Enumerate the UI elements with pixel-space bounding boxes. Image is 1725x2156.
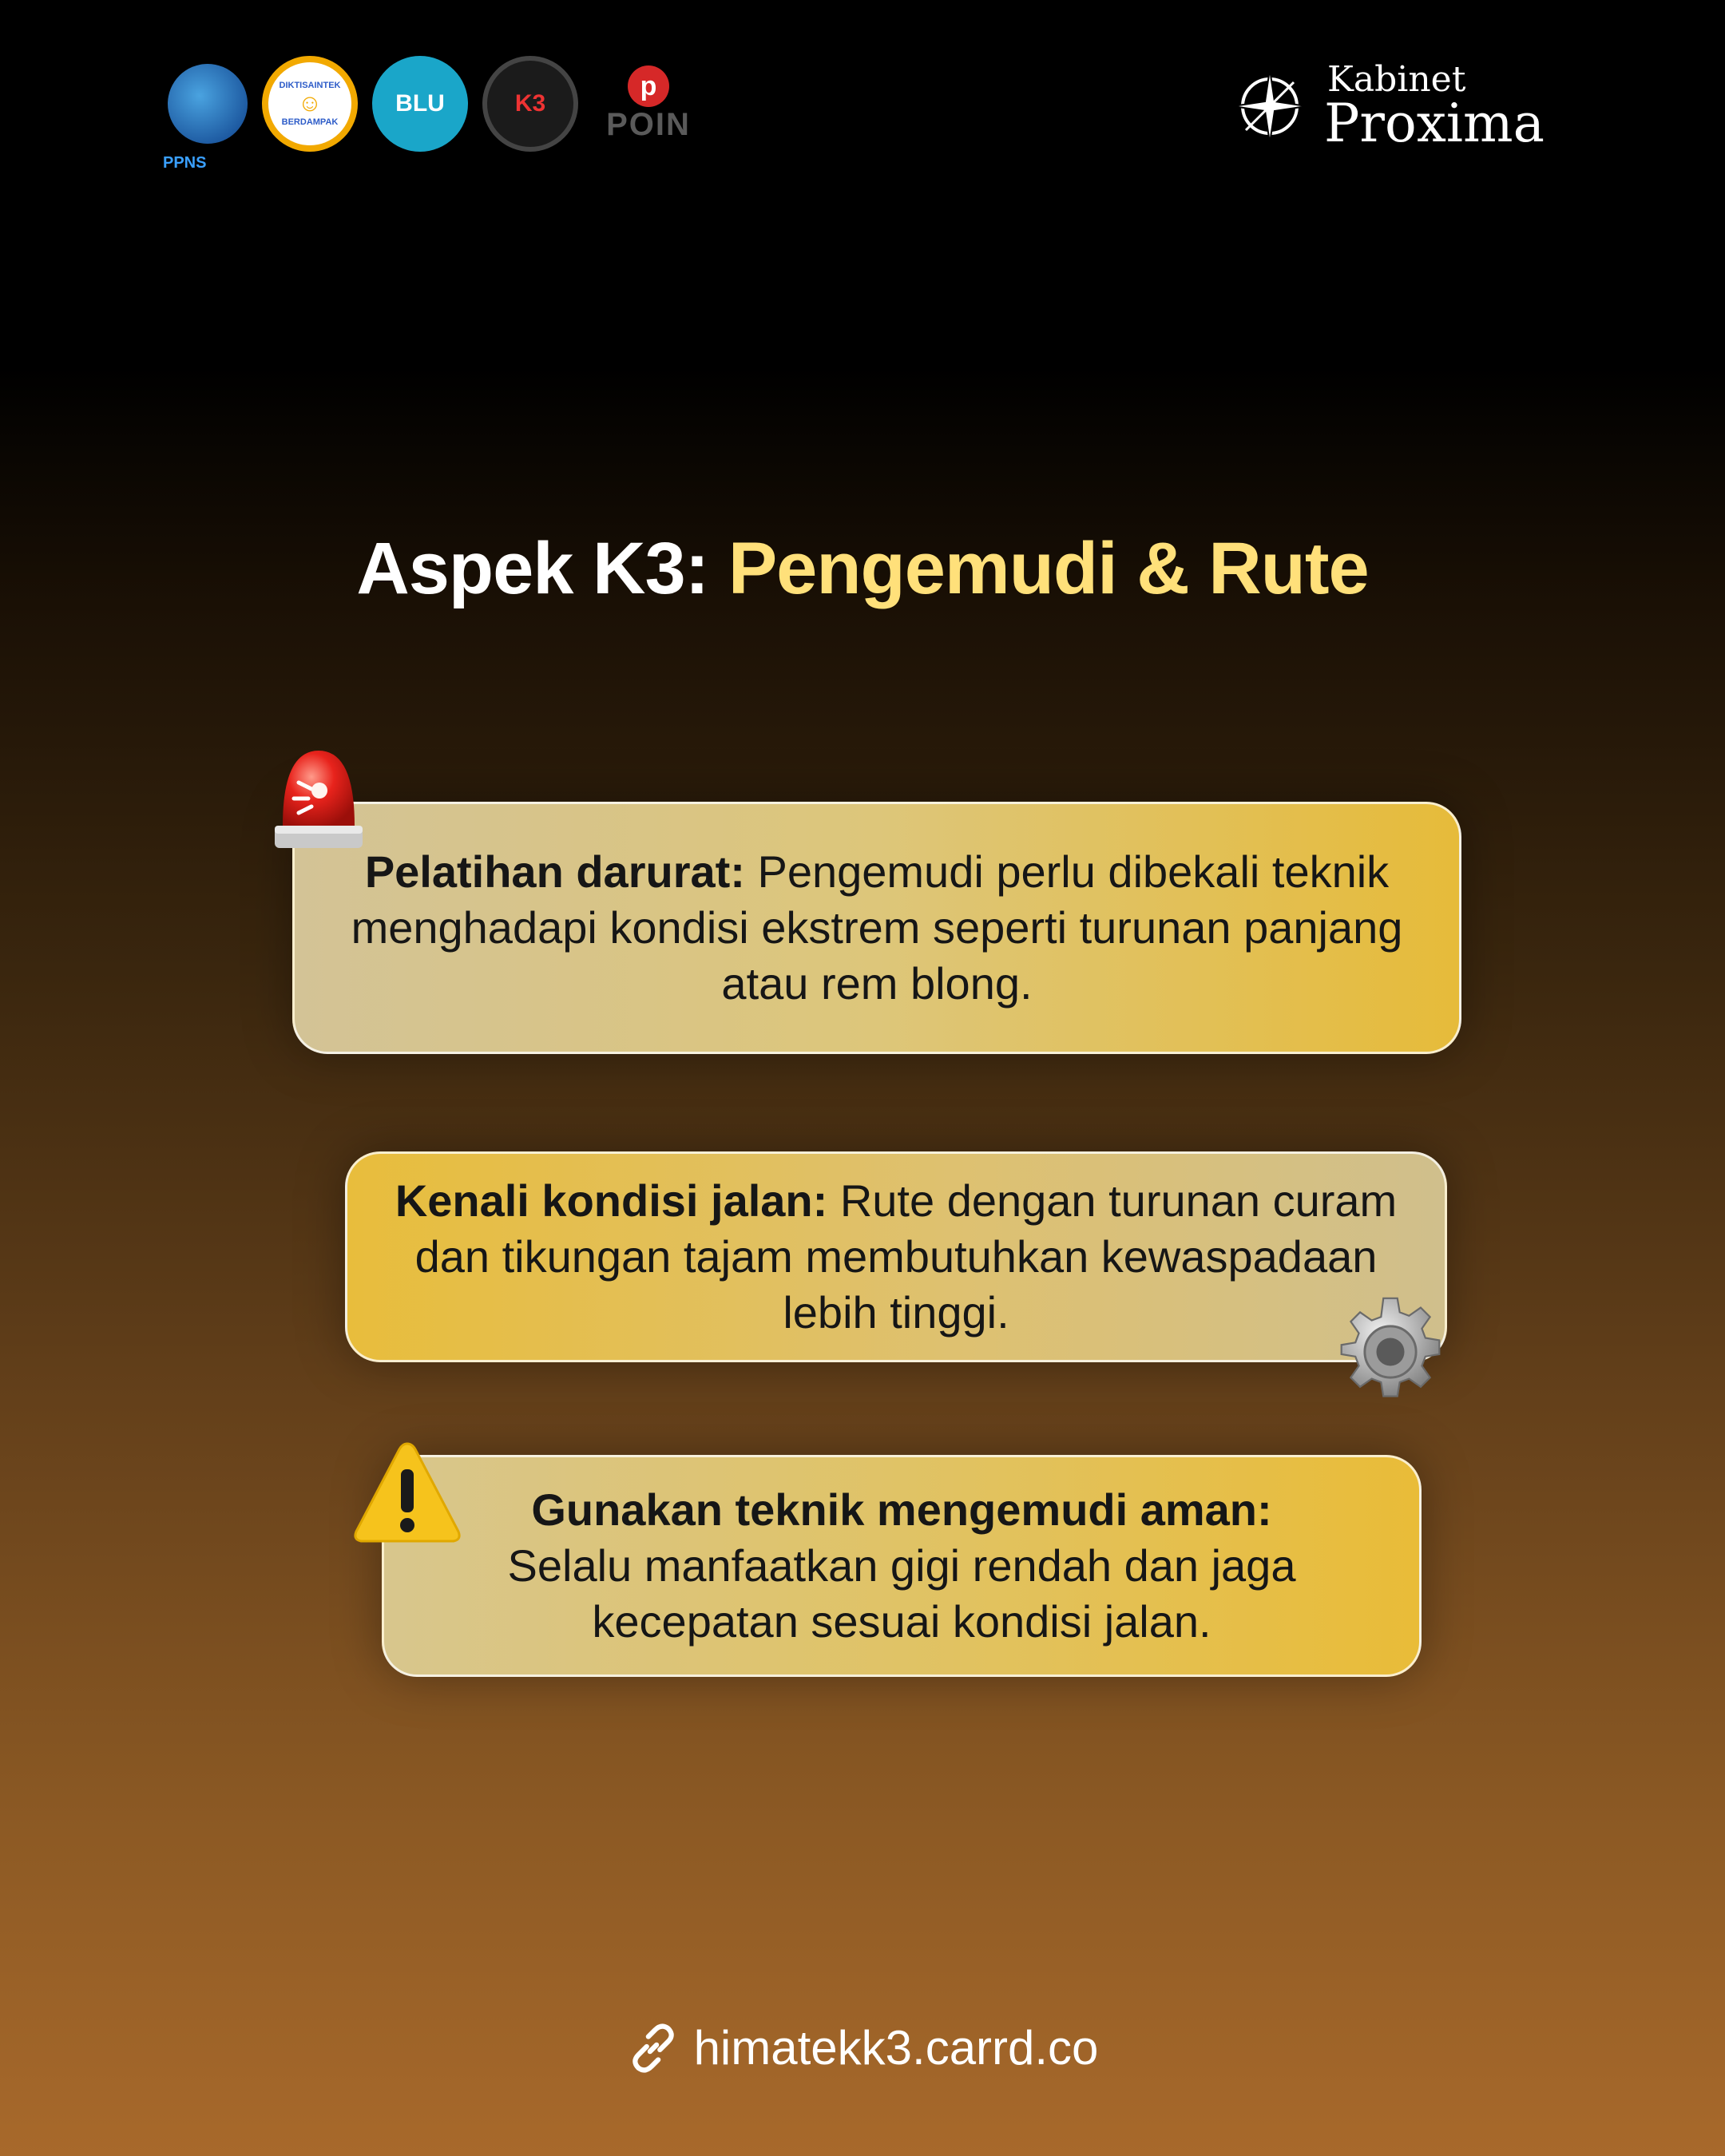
card-safe-driving [382, 1455, 1422, 1677]
title-part2: Pengemudi & Rute [728, 528, 1369, 609]
brand-line1: Kabinet [1327, 59, 1466, 100]
blu-logo-text: BLU [395, 90, 445, 117]
card2-heading: Kenali kondisi jalan: [395, 1175, 828, 1226]
compass-star-icon [1230, 66, 1310, 146]
brand-line2: Proxima [1324, 93, 1545, 154]
diktisaintek-logo: DIKTISAINTEK ☺ BERDAMPAK [262, 56, 358, 152]
blu-logo [372, 56, 468, 152]
poin-mark-icon: p [628, 65, 669, 107]
card3-text: Selalu manfaatkan gigi rendah dan jaga kecepatan sesuai kondisi jalan. [507, 1540, 1296, 1647]
kabinet-proxima-brand [1230, 59, 1545, 154]
diktis-logo-top: DIKTISAINTEK [279, 81, 341, 90]
k3-logo-text: K3 [514, 90, 546, 117]
title-part1: Aspek K3: [356, 528, 728, 609]
card-emergency-training [292, 802, 1461, 1054]
page-title [0, 527, 1725, 611]
gear-icon [1332, 1294, 1449, 1410]
card1-text: Pengemudi perlu dibekali teknik menghadapi kondisi ekstrem seperti turunan panjang atau rem blong. [351, 846, 1403, 1009]
partner-logos [163, 56, 704, 172]
poin-logo-text: POIN [606, 107, 691, 142]
warning-icon [351, 1437, 463, 1549]
ppns-logo-text: PPNS [163, 154, 207, 172]
card3-heading: Gunakan teknik mengemudi aman: [531, 1484, 1272, 1535]
card1-heading: Pelatihan darurat: [364, 846, 745, 897]
card2-text: Rute dengan turunan curam dan tikungan tajam membutuhkan kewaspadaan lebih tinggi. [414, 1175, 1398, 1338]
footer-url[interactable]: himatekk3.carrd.co [693, 2021, 1099, 2075]
card-road-conditions [345, 1151, 1447, 1362]
link-icon [627, 2022, 680, 2075]
footer-link[interactable] [0, 2020, 1725, 2075]
siren-icon [272, 743, 366, 851]
k3-logo [482, 56, 578, 152]
poin-logo [593, 56, 704, 152]
diktis-logo-bottom: BERDAMPAK [281, 117, 339, 127]
ppns-logo [163, 64, 248, 172]
